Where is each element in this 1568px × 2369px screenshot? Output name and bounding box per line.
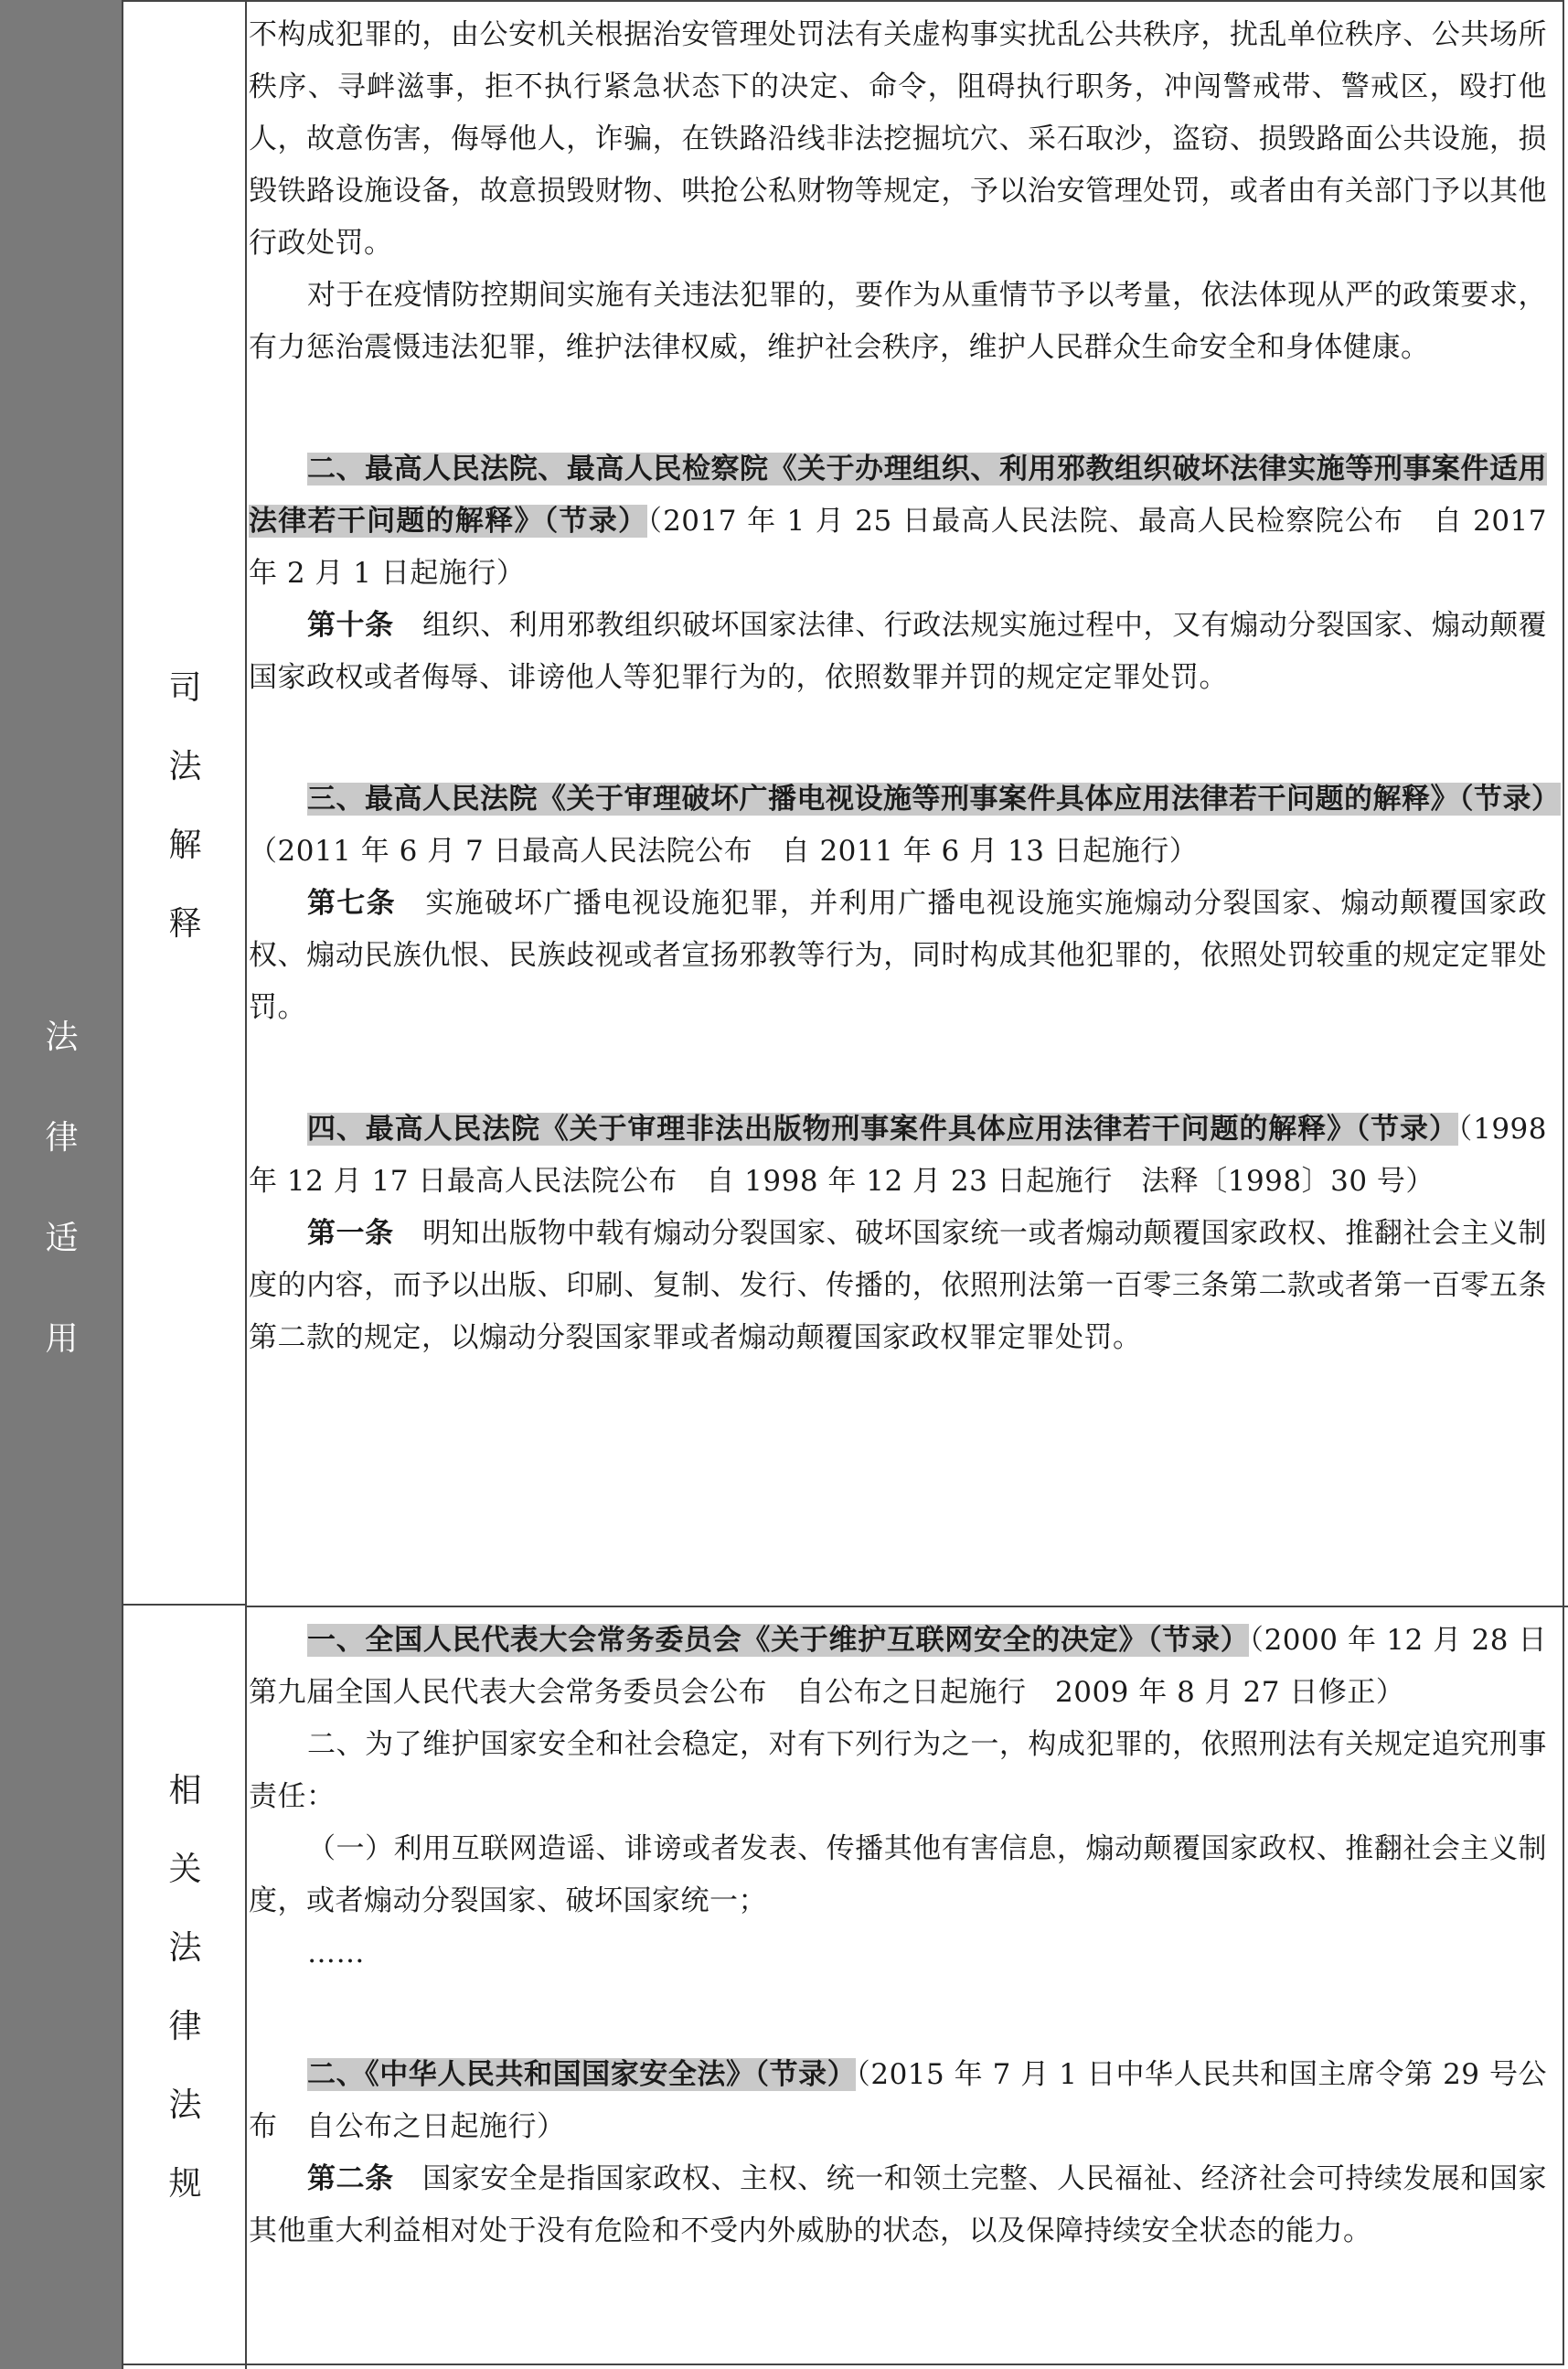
- mid-label-char: 法: [168, 2086, 202, 2124]
- mid-label-char: 规: [168, 2165, 202, 2203]
- article-paragraph: [249, 878, 1547, 1034]
- article-paragraph: [249, 600, 1547, 704]
- article-text: 实施破坏广播电视设施犯罪，并利用广播电视设施实施煽动分裂国家、煽动颠覆国家政权、煽动民族仇恨、民族歧视或者宣扬邪教等行为，同时构成其他犯罪的，依照处罚较重的规定定罪处罚。: [249, 887, 1548, 1024]
- article-label: 第十条: [307, 609, 394, 642]
- mid-label-char: 解: [168, 827, 202, 864]
- outer-category-column: [0, 0, 123, 2369]
- mid-label-char: 律: [168, 2008, 202, 2045]
- article-text: 明知出版物中载有煽动分裂国家、破坏国家统一或者煽动颠覆国家政权、推翻社会主义制度的内容，而予以出版、印刷、复制、发行、传播的，依照刑法第一百零三条第二款或者第一百零五条第二款的规定，以煽动分裂国家罪或者煽动颠覆国家政权罪定罪处罚。: [249, 1217, 1548, 1354]
- mid-category-cell-laws: [123, 1606, 247, 2369]
- section-title: 一、全国人民代表大会常务委员会《关于维护互联网安全的决定》（节录）: [307, 1624, 1250, 1657]
- ellipsis: ……: [307, 1937, 365, 1969]
- section-title: 三、最高人民法院《关于审理破坏广播电视设施等刑事案件具体应用法律若干问题的解释》（节录）: [307, 783, 1561, 816]
- mid-label-char: 释: [168, 905, 202, 943]
- section-title: 二、最高人民法院、最高人民检察院《关于办理组织、利用邪教组织破坏法律实施等刑事案件适用法律若干问题的解释》（节录）: [249, 453, 1547, 538]
- article-label: 第一条: [307, 1217, 394, 1250]
- outer-label-char: 法: [45, 1019, 79, 1056]
- section-meta: （2017 年 1 月 25 日最高人民法院、最高人民检察院公布 自 2017 年 2 月 1 日起施行）: [249, 505, 1548, 590]
- section-title: 二、《中华人民共和国国家安全法》（节录）: [307, 2058, 857, 2091]
- outer-category-label: [0, 987, 123, 1390]
- mid-category-cell-judicial: [123, 0, 247, 1606]
- mid-label-char: 法: [168, 1929, 202, 1967]
- article-text: 组织、利用邪教组织破坏国家法律、行政法规实施过程中，又有煽动分裂国家、煽动颠覆国家政权或者侮辱、诽谤他人等犯罪行为的，依照数罪并罚的规定定罪处罚。: [249, 609, 1548, 694]
- paragraph: 对于在疫情防控期间实施有关违法犯罪的，要作为从重情节予以考量，依法体现从严的政策要求，有力惩治震慑违法犯罪，维护法律权威，维护社会秩序，维护人民群众生命安全和身体健康。: [249, 279, 1547, 364]
- section-meta: （2011 年 6 月 7 日最高人民法院公布 自 2011 年 6 月 13 日起施行）: [249, 835, 1199, 868]
- section-entry: [249, 1104, 1547, 1208]
- article-paragraph: [249, 1208, 1547, 1364]
- mid-label-char: 相: [168, 1772, 202, 1809]
- section-meta: （2000 年 12 月 28 日第九届全国人民代表大会常务委员会公布 自公布之日起施行 2009 年 8 月 27 日修正）: [249, 1624, 1547, 1709]
- section-entry: [249, 2049, 1547, 2153]
- article-paragraph: [249, 2153, 1547, 2257]
- article-text: 国家安全是指国家政权、主权、统一和领土完整、人民福祉、经济社会可持续发展和国家其他重大利益相对处于没有危险和不受内外威胁的状态，以及保障持续安全状态的能力。: [249, 2162, 1548, 2247]
- section-meta: （1998 年 12 月 17 日最高人民法院公布 自 1998 年 12 月 23 日起施行 法释〔1998〕30 号）: [249, 1113, 1547, 1198]
- outer-label-char: 用: [45, 1320, 79, 1358]
- section-entry: [249, 443, 1547, 600]
- article-label: 第二条: [307, 2162, 394, 2195]
- content-cell-judicial: [249, 9, 1561, 1364]
- section-entry: [249, 1615, 1547, 1719]
- outer-label-char: 律: [45, 1119, 79, 1157]
- mid-category-label: [123, 1752, 247, 2224]
- mid-label-char: 法: [168, 748, 202, 785]
- mid-label-char: 司: [168, 669, 202, 707]
- mid-label-char: 关: [168, 1851, 202, 1888]
- section-entry: [249, 774, 1561, 878]
- mid-category-label: [123, 649, 247, 964]
- content-cell-laws: [249, 1615, 1547, 2257]
- paragraph: 二、为了维护国家安全和社会稳定，对有下列行为之一，构成犯罪的，依照刑法有关规定追究刑事责任：: [249, 1728, 1547, 1813]
- outer-label-char: 适: [45, 1220, 79, 1257]
- row-divider: [247, 1606, 1568, 1607]
- paragraph: （一）利用互联网造谣、诽谤或者发表、传播其他有害信息，煽动颠覆国家政权、推翻社会主义制度，或者煽动分裂国家、破坏国家统一；: [249, 1832, 1547, 1917]
- section-meta: （2015 年 7 月 1 日中华人民共和国主席令第 29 号公布 自公布之日起施行）: [249, 2058, 1548, 2143]
- section-title: 四、最高人民法院《关于审理非法出版物刑事案件具体应用法律若干问题的解释》（节录）: [307, 1113, 1458, 1146]
- paragraph: 不构成犯罪的，由公安机关根据治安管理处罚法有关虚构事实扰乱公共秩序，扰乱单位秩序、公共场所秩序、寻衅滋事，拒不执行紧急状态下的决定、命令，阻碍执行职务，冲闯警戒带、警戒区，殴打他人，故意伤害，侮辱他人，诈骗，在铁路沿线非法挖掘坑穴、采石取沙，盗窃、损毁路面公共设施，损毁铁路设施设备，故意损毁财物、哄抢公私财物等规定，予以治安管理处罚，或者由有关部门予以其他行政处罚。: [249, 18, 1547, 260]
- article-label: 第七条: [307, 887, 396, 920]
